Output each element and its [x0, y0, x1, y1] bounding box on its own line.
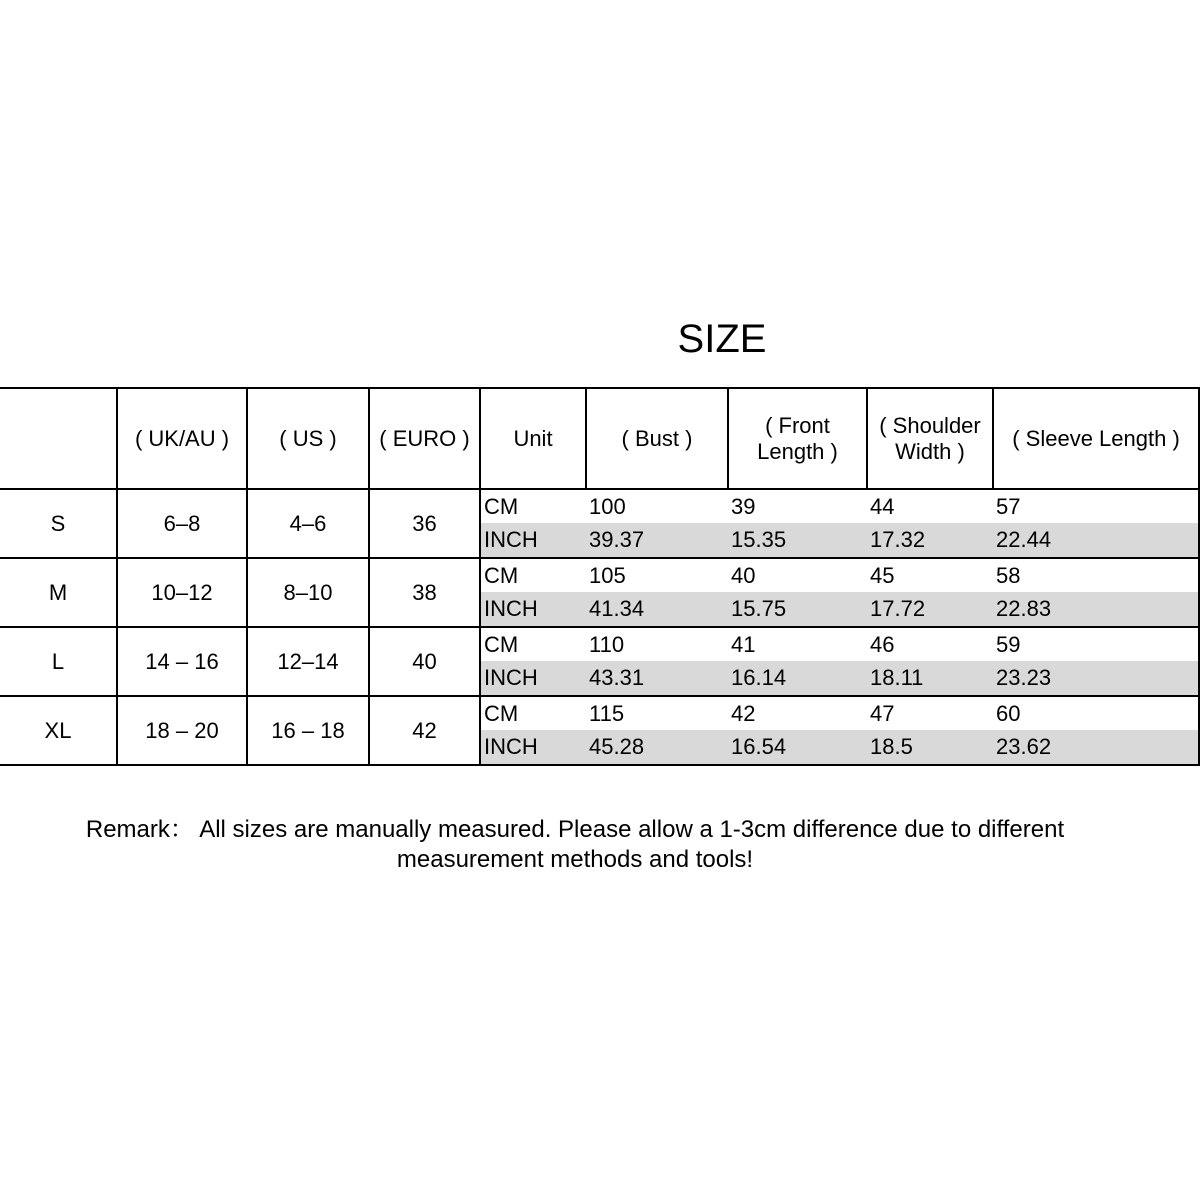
col-header-uk-au: ( UK/AU )	[117, 388, 247, 489]
size-row-xl-cm	[0, 696, 1199, 730]
shoulder-width-inch-value: 17.72	[867, 592, 993, 627]
uk-au-cell: 6–8	[117, 489, 247, 558]
sleeve-length-cm-value: 58	[993, 558, 1199, 592]
size-chart-table	[0, 387, 1200, 766]
shoulder-width-inch-value: 18.11	[867, 661, 993, 696]
sleeve-length-cm-value: 57	[993, 489, 1199, 523]
shoulder-width-cm-value: 47	[867, 696, 993, 730]
page-title: SIZE	[677, 317, 767, 361]
bust-cm-value: 105	[586, 558, 728, 592]
size-row-s-cm	[0, 489, 1199, 523]
col-header-us: ( US )	[247, 388, 369, 489]
unit-label-inch: INCH	[480, 523, 586, 558]
unit-label-cm: CM	[480, 489, 586, 523]
shoulder-width-cm-value: 45	[867, 558, 993, 592]
uk-au-cell: 14 – 16	[117, 627, 247, 696]
euro-cell: 38	[369, 558, 480, 627]
col-header-euro: ( EURO )	[369, 388, 480, 489]
sleeve-length-inch-value: 22.83	[993, 592, 1199, 627]
col-header-front-length: ( Front Length )	[728, 388, 867, 489]
col-header-bust: ( Bust )	[586, 388, 728, 489]
unit-label-cm: CM	[480, 558, 586, 592]
unit-label-inch: INCH	[480, 661, 586, 696]
bust-inch-value: 43.31	[586, 661, 728, 696]
bust-inch-value: 41.34	[586, 592, 728, 627]
uk-au-cell: 10–12	[117, 558, 247, 627]
bust-inch-value: 45.28	[586, 730, 728, 765]
size-cell: XL	[0, 696, 117, 765]
shoulder-width-inch-value: 18.5	[867, 730, 993, 765]
euro-cell: 42	[369, 696, 480, 765]
front-length-cm-value: 39	[728, 489, 867, 523]
euro-cell: 40	[369, 627, 480, 696]
sleeve-length-inch-value: 23.62	[993, 730, 1199, 765]
euro-cell: 36	[369, 489, 480, 558]
unit-label-inch: INCH	[480, 730, 586, 765]
us-cell: 8–10	[247, 558, 369, 627]
remark-text: Remark： All sizes are manually measured. Please allow a 1-3cm difference due to different measurement methods and tools!	[85, 816, 1065, 873]
header-row	[0, 388, 1199, 489]
shoulder-width-cm-value: 46	[867, 627, 993, 661]
size-cell: S	[0, 489, 117, 558]
col-header-unit: Unit	[480, 388, 586, 489]
col-header-shoulder-width: ( Shoulder Width )	[867, 388, 993, 489]
bust-cm-value: 100	[586, 489, 728, 523]
bust-cm-value: 115	[586, 696, 728, 730]
sleeve-length-cm-value: 59	[993, 627, 1199, 661]
col-header-sleeve-length: ( Sleeve Length )	[993, 388, 1199, 489]
us-cell: 16 – 18	[247, 696, 369, 765]
front-length-cm-value: 40	[728, 558, 867, 592]
sleeve-length-inch-value: 23.23	[993, 661, 1199, 696]
front-length-cm-value: 42	[728, 696, 867, 730]
front-length-inch-value: 15.35	[728, 523, 867, 558]
bust-inch-value: 39.37	[586, 523, 728, 558]
shoulder-width-inch-value: 17.32	[867, 523, 993, 558]
shoulder-width-cm-value: 44	[867, 489, 993, 523]
uk-au-cell: 18 – 20	[117, 696, 247, 765]
sleeve-length-inch-value: 22.44	[993, 523, 1199, 558]
size-row-l-cm	[0, 627, 1199, 661]
size-row-m-cm	[0, 558, 1199, 592]
unit-label-inch: INCH	[480, 592, 586, 627]
size-cell: L	[0, 627, 117, 696]
front-length-inch-value: 16.14	[728, 661, 867, 696]
unit-label-cm: CM	[480, 696, 586, 730]
unit-label-cm: CM	[480, 627, 586, 661]
front-length-inch-value: 15.75	[728, 592, 867, 627]
front-length-inch-value: 16.54	[728, 730, 867, 765]
us-cell: 4–6	[247, 489, 369, 558]
sleeve-length-cm-value: 60	[993, 696, 1199, 730]
size-cell: M	[0, 558, 117, 627]
us-cell: 12–14	[247, 627, 369, 696]
front-length-cm-value: 41	[728, 627, 867, 661]
col-header-size	[0, 388, 117, 489]
bust-cm-value: 110	[586, 627, 728, 661]
